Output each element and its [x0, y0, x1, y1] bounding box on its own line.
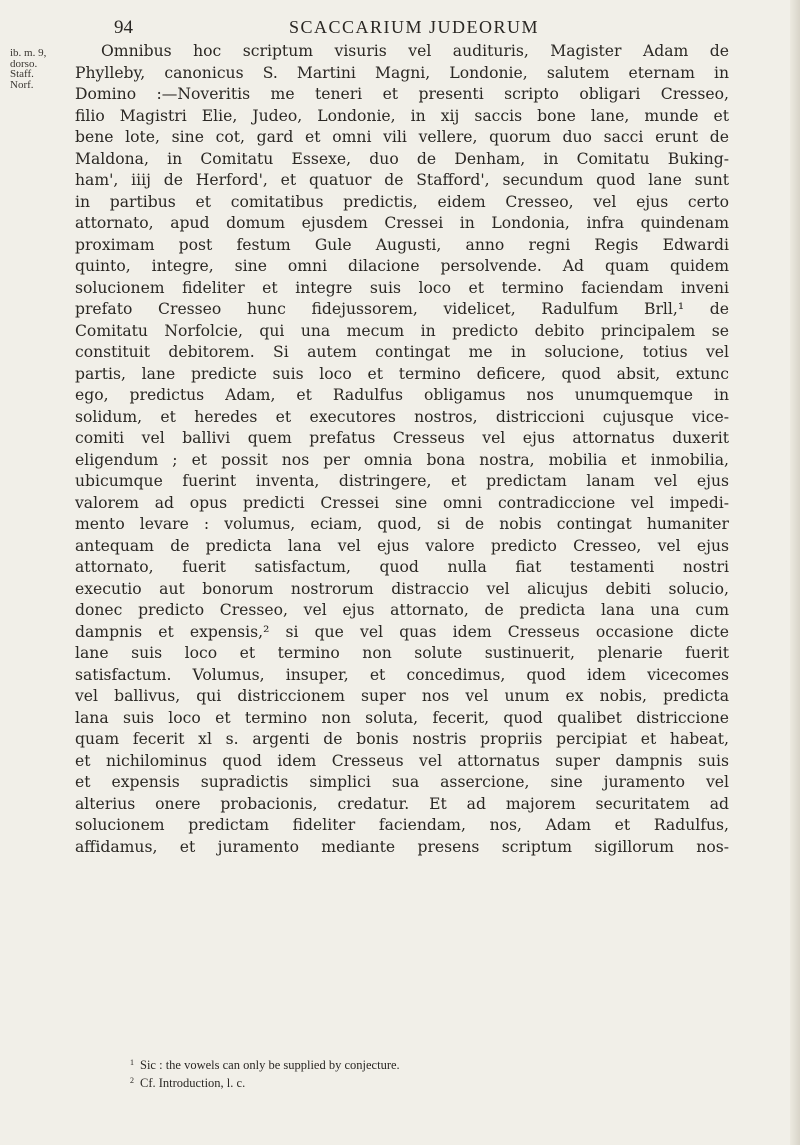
footnote: [130, 1055, 730, 1073]
text-line: antequam de predicta lana vel ejus valore predicto Cresseo, vel ejus: [75, 536, 729, 555]
footnote-text: Cf. Introduction, l. c.: [140, 1076, 246, 1090]
text-line: comiti vel ballivi quem prefatus Cresseus vel ejus attornatus duxerit: [75, 429, 729, 447]
margin-note-line: Staff.: [10, 68, 34, 80]
text-line: solucionem fideliter et integre suis loco et termino faciendam inveni: [75, 278, 729, 297]
margin-note: [10, 48, 58, 90]
text-line: Domino :—Noveritis me teneri et presenti scripto obligari Cresseo,: [75, 85, 729, 103]
running-title: SCACCARIUM JUDEORUM: [288, 17, 540, 37]
page-number: 94: [114, 17, 133, 38]
text-line: Comitatu Norfolcie, qui una mecum in predicto debito principalem se: [75, 321, 729, 340]
text-line: constituit debitorem. Si autem contingat me in solucione, totius vel: [75, 343, 729, 361]
text-line: ham', iiij de Herford', et quatuor de Stafford', secundum quod lane sunt: [75, 171, 729, 189]
page-edge: [790, 0, 800, 1145]
text-line: Omnibus hoc scriptum visuris vel audituris, Magister Adam de: [101, 42, 729, 60]
text-line: executio aut bonorum nostrorum distraccio vel alicujus debiti solucio,: [75, 579, 729, 598]
text-line: prefato Cresseo hunc fidejussorem, videlicet, Radulfum Brll,¹ de: [75, 300, 729, 318]
text-line: bene lote, sine cot, gard et omni vili vellere, quorum duo sacci erunt de: [75, 128, 729, 146]
text-line: attornato, apud domum ejusdem Cressei in Londonia, infra quindenam: [75, 214, 729, 232]
text-line: vel ballivus, qui districcionem super nos vel unum ex nobis, predicta: [75, 687, 729, 705]
text-line: mento levare : volumus, eciam, quod, si de nobis contingat humaniter: [75, 515, 729, 533]
footnote: [130, 1073, 730, 1091]
text-line: filio Magistri Elie, Judeo, Londonie, in xij saccis bone lane, munde et: [75, 106, 729, 125]
text-line: affidamus, et juramento mediante presens scriptum sigillorum nos-: [75, 837, 729, 856]
text-line: valorem ad opus predicti Cressei sine omni contradiccione vel impedi-: [75, 493, 729, 512]
text-line: in partibus et comitatibus predictis, eidem Cresseo, vel ejus certo: [75, 192, 729, 211]
text-line: partis, lane predicte suis loco et termino deficere, quod absit, extunc: [75, 364, 729, 383]
running-header: [114, 17, 714, 41]
text-line: proximam post festum Gule Augusti, anno regni Regis Edwardi: [75, 235, 729, 254]
footnote-text: Sic : the vowels can only be supplied by conjecture.: [140, 1058, 400, 1072]
text-line: solucionem predictam fideliter faciendam, nos, Adam et Radulfus,: [75, 816, 729, 834]
text-line: Phylleby, canonicus S. Martini Magni, Londonie, salutem eternam in: [75, 63, 729, 82]
text-line: eligendum ; et possit nos per omnia bona nostra, mobilia et inmobilia,: [75, 450, 729, 469]
text-line: dampnis et expensis,² si que vel quas idem Cresseus occasione dicte: [75, 622, 729, 641]
text-line: quinto, integre, sine omni dilacione persolvende. Ad quam quidem: [75, 257, 729, 275]
margin-note-line: Norf.: [10, 78, 34, 91]
footnote-marker: 2: [130, 1076, 134, 1085]
text-line: satisfactum. Volumus, insuper, et concedimus, quod idem vicecomes: [75, 665, 729, 684]
text-line: ubicumque fuerint inventa, distringere, et predictam lanam vel ejus: [75, 472, 729, 490]
text-line: attornato, fuerit satisfactum, quod nulla fiat testamenti nostri: [75, 558, 729, 576]
text-line: alterius onere probacionis, credatur. Et ad majorem securitatem ad: [75, 794, 729, 813]
text-line: ego, predictus Adam, et Radulfus obligamus nos unumquemque in: [75, 386, 729, 404]
text-line: lana suis loco et termino non soluta, fecerit, quod qualibet districcione: [75, 708, 729, 727]
text-line: solidum, et heredes et executores nostros, districcioni cujusque vice-: [75, 407, 729, 426]
text-line: lane suis loco et termino non solute sustinuerit, plenarie fuerit: [75, 644, 729, 662]
text-line: et nichilominus quod idem Cresseus vel attornatus super dampnis suis: [75, 751, 729, 770]
margin-note-line: ib. m. 9,: [10, 47, 47, 59]
footnotes: [130, 1055, 730, 1091]
text-line: quam fecerit xl s. argenti de bonis nostris propriis percipiat et habeat,: [75, 730, 729, 748]
text-line: Maldona, in Comitatu Essexe, duo de Denham, in Comitatu Buking-: [75, 149, 729, 168]
text-line: et expensis supradictis simplici sua assercione, sine juramento vel: [75, 773, 729, 791]
document-body: [75, 41, 729, 858]
margin-note-line: dorso.: [10, 57, 38, 70]
footnote-marker: 1: [130, 1058, 134, 1067]
text-line: donec predicto Cresseo, vel ejus attornato, de predicta lana una cum: [75, 601, 729, 619]
